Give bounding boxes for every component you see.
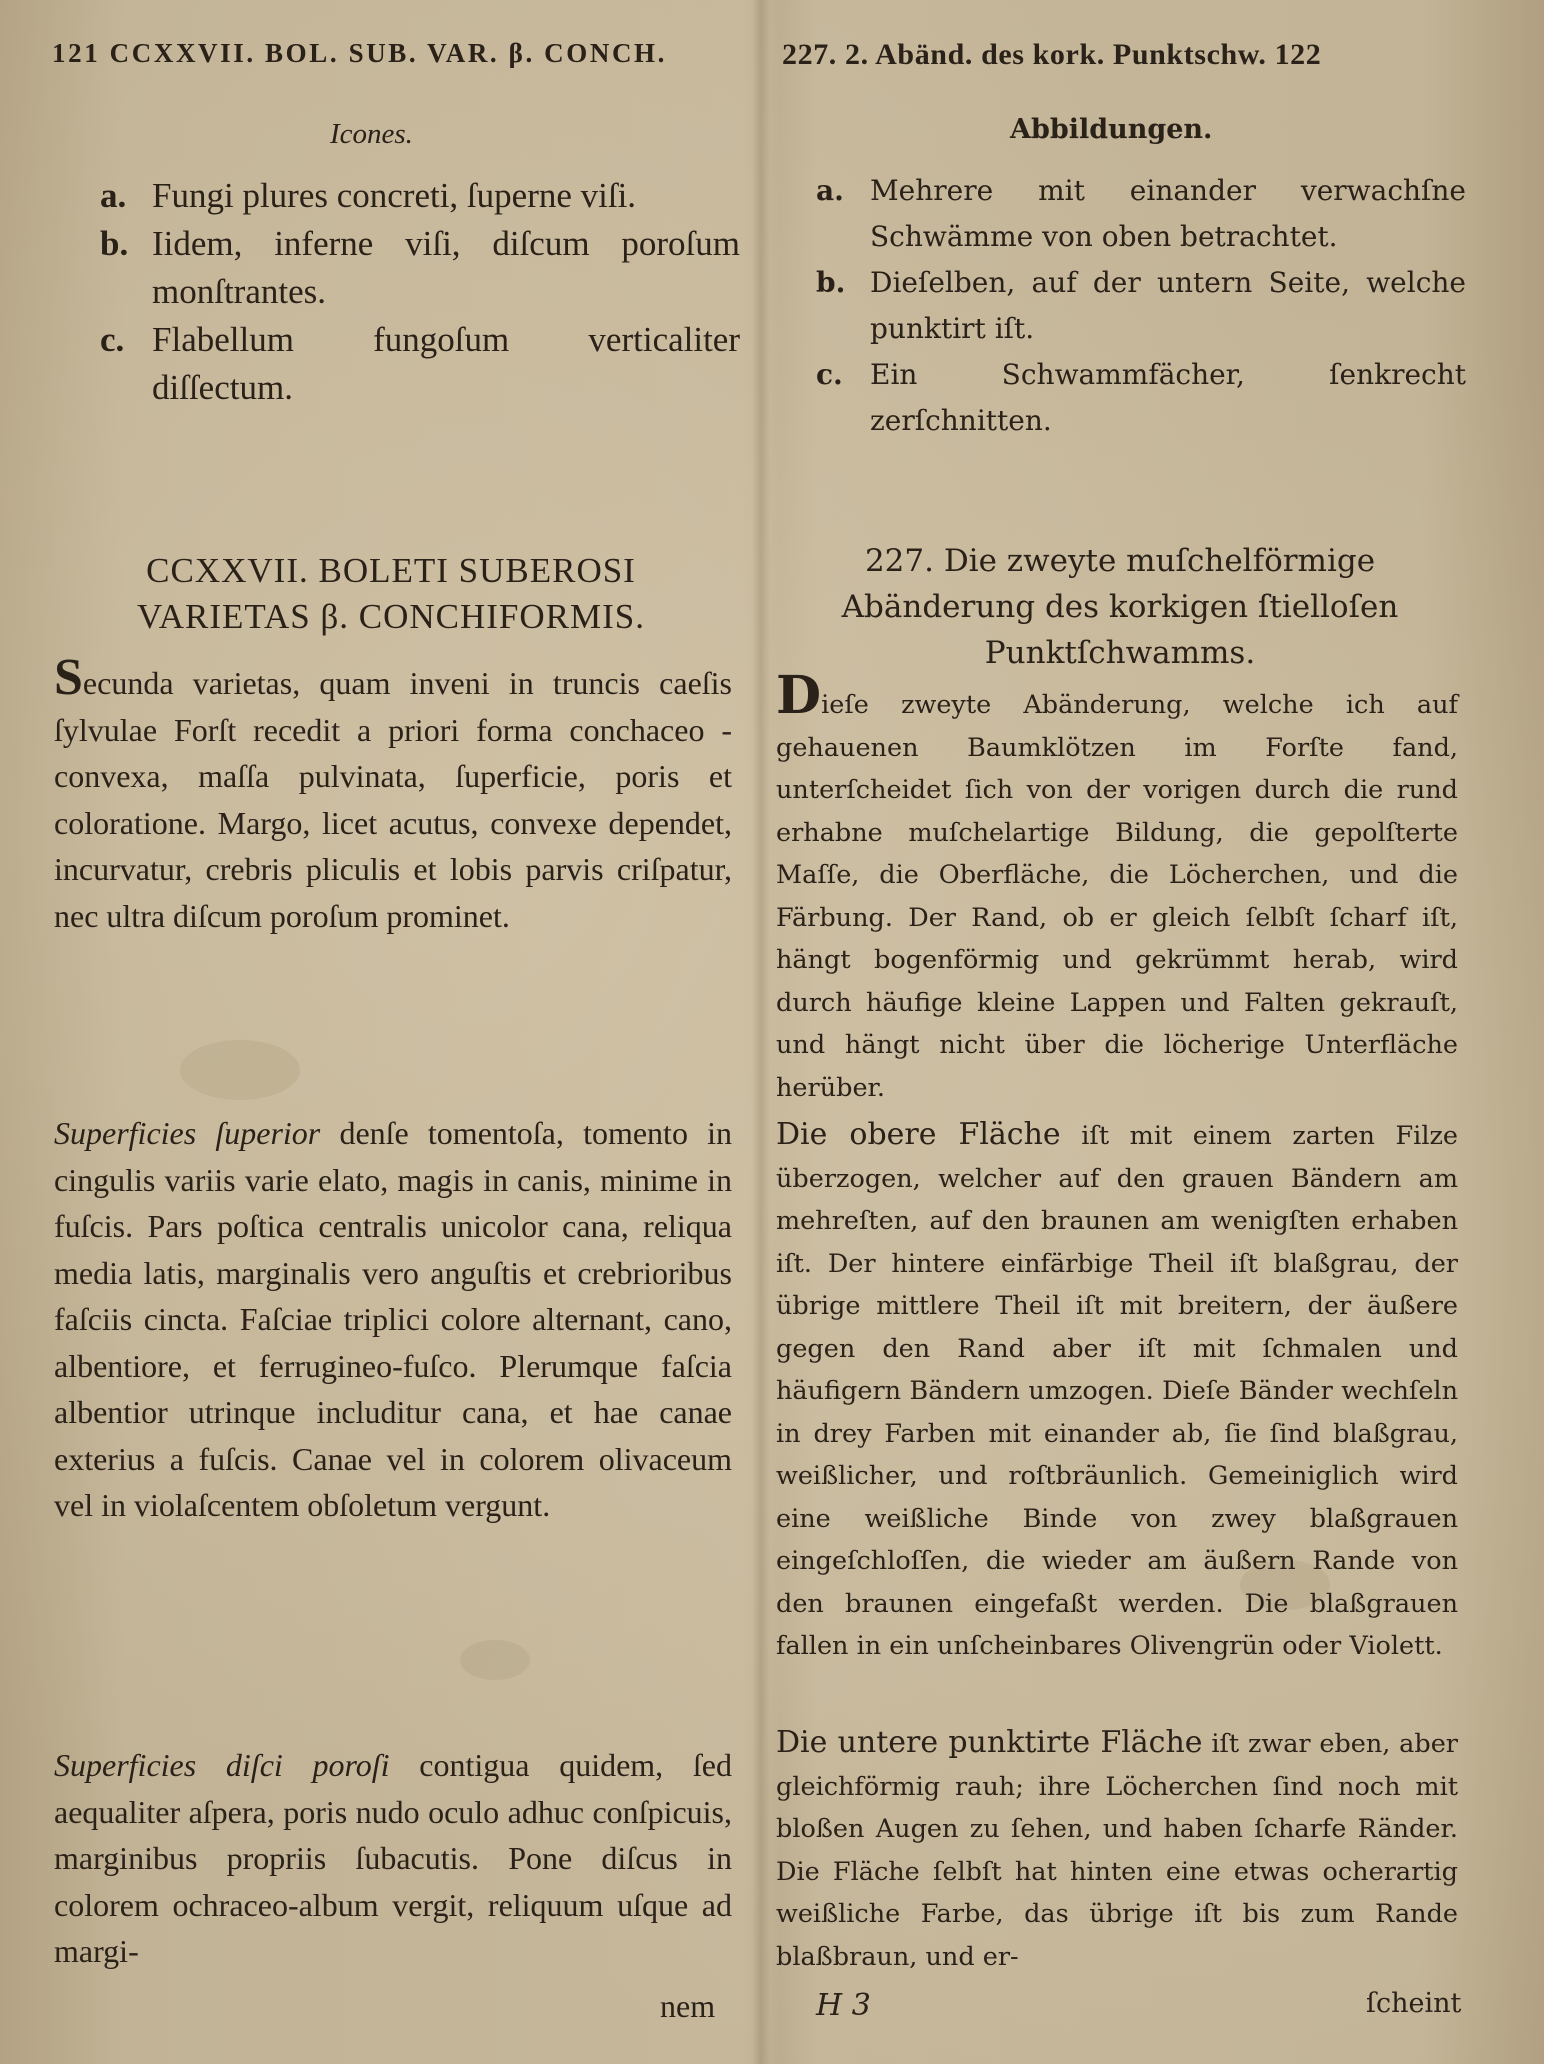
paragraph: [54, 1742, 732, 1975]
right-page: [770, 0, 1544, 2064]
catchword: nem: [660, 1988, 716, 2024]
left-page: [0, 0, 760, 2064]
list-item: [100, 220, 740, 316]
figure-list: [100, 172, 740, 412]
list-item: [100, 172, 740, 220]
drop-cap: D: [776, 665, 822, 726]
signature-mark: H 3: [816, 1988, 871, 2023]
paragraph-text: iſt zwar eben, aber gleichförmig rauh; ihre Löcherchen ſind noch mit bloßen Augen zu ſehen, und haben ſcharfe Ränder. Die Fläche ſelbſt hat hinten eine etwas ocherartig weißliche Farbe, das übrige iſt bis zum Rande blaßbraun, und er-: [776, 1729, 1458, 1972]
list-item: [100, 316, 740, 412]
item-letter: b.: [100, 224, 129, 263]
item-letter: c.: [816, 358, 843, 391]
paragraph-text: contigua quidem, ſed aequaliter aſpera, poris nudo oculo adhuc conſpicuis, marginibus propriis ſubacutis. Pone diſcus in colorem ochraceo-album vergit, reliquum uſque ad margi-: [54, 1747, 733, 1969]
paragraph-lead: Die obere Fläche: [776, 1117, 1061, 1152]
item-text: Fungi plures concreti, ſuperne viſi.: [152, 176, 637, 215]
item-letter: b.: [816, 266, 846, 299]
item-letter: a.: [100, 176, 127, 215]
paragraph-lead: Superficies ſuperior: [54, 1115, 321, 1151]
running-head: 121 CCXXVII. BOL. SUB. VAR. β. CONCH.: [52, 38, 668, 68]
paragraph-lead: Die untere punktirte Fläche: [776, 1725, 1203, 1760]
paragraph: [776, 1114, 1458, 1668]
paragraph: [776, 665, 1458, 1109]
section-heading: 227. Die zweyte muſchelförmige Abänderung des korkigen ſtielloſen Punktſchwamms.: [841, 543, 1399, 671]
section-title: Icones.: [330, 118, 413, 150]
item-text: Dieſelben, auf der untern Seite, welche punktirt iſt.: [870, 266, 1466, 345]
paragraph-text: ecunda varietas, quam inveni in truncis caeſis ſylvulae Forſt recedit a priori forma conchaceo - convexa, maſſa pulvinata, ſuperficie, poris et coloratione. Margo, licet acutus, convexe dependet, incurvatur, crebris pliculis et lobis parvis criſpatur, nec ultra diſcum poroſum prominet.: [54, 665, 732, 934]
catchword: ſcheint: [1366, 1988, 1462, 2019]
item-letter: c.: [100, 320, 125, 359]
item-text: Mehrere mit einander verwachſne Schwämme von oben betrachtet.: [870, 174, 1466, 253]
running-head: 227. 2. Abänd. des kork. Punktschw. 122: [782, 38, 1322, 71]
figure-list: [816, 168, 1466, 444]
item-text: Iidem, inferne viſi, diſcum poroſum monſtrantes.: [152, 224, 740, 311]
list-item: [816, 168, 1466, 260]
paragraph: [776, 1722, 1458, 1978]
paragraph-lead: Superficies diſci poroſi: [54, 1747, 390, 1783]
item-text: Ein Schwammfächer, ſenkrecht zerſchnitten.: [870, 358, 1466, 437]
section-title: Abbildungen.: [1010, 114, 1213, 145]
item-letter: a.: [816, 174, 844, 207]
list-item: [816, 260, 1466, 352]
paragraph: [54, 649, 732, 939]
item-text: Flabellum fungoſum verticaliter diſſectum.: [152, 320, 740, 407]
drop-cap: S: [54, 649, 83, 706]
paragraph-text: iſt mit einem zarten Filze überzogen, welcher auf den grauen Bändern am mehreſten, auf den braunen am wenigſten erhaben iſt. Der hintere einfärbige Theil iſt blaßgrau, der übrige mittlere Theil iſt mit breitern, der äußere gegen den Rand aber iſt mit ſchmalen und häufigern Bändern umzogen. Dieſe Bänder wechſeln in drey Farben mit einander ab, ſie ſind blaßgrau, weißlicher, und roſtbräunlich. Gemeiniglich wird eine weißliche Binde von zwey blaßgrauen eingeſchloſſen, die wieder am äußern Rande von den braunen eingefaßt werden. Die blaßgrauen fallen in ein unſcheinbares Olivengrün oder Violett.: [776, 1121, 1458, 1661]
paragraph-text: ieſe zweyte Abänderung, welche ich auf gehauenen Baumklötzen im Forſte fand, unterſcheidet ſich von der vorigen durch die rund erhabne muſchelartige Bildung, die gepolſterte Maſſe, die Oberfläche, die Löcherchen, und die Färbung. Der Rand, ob er gleich ſelbſt ſcharf iſt, hängt bogenförmig und gekrümmt herab, wird durch häufige kleine Lappen und Falten gekrauſt, und hängt nicht über die löcherige Unterfläche herüber.: [776, 690, 1458, 1103]
paragraph: [54, 1110, 732, 1529]
section-heading: CCXXVII. BOLETI SUBEROSI VARIETAS β. CONCHIFORMIS.: [136, 551, 646, 636]
paragraph-text: denſe tomentoſa, tomento in cingulis variis varie elato, magis in canis, minime in fuſcis. Pars poſtica centralis unicolor cana, reliqua media latis, marginalis vero anguſtis et crebrioribus faſciis cincta. Faſciae triplici colore alternant, cano, albentiore, et ferrugineo-fuſco. Plerumque faſcia albentior utrinque includitur cana, et hae canae exterius a fuſcis. Canae vel in colorem olivaceum vel in violaſcentem obſoletum vergunt.: [54, 1115, 733, 1523]
list-item: [816, 352, 1466, 444]
